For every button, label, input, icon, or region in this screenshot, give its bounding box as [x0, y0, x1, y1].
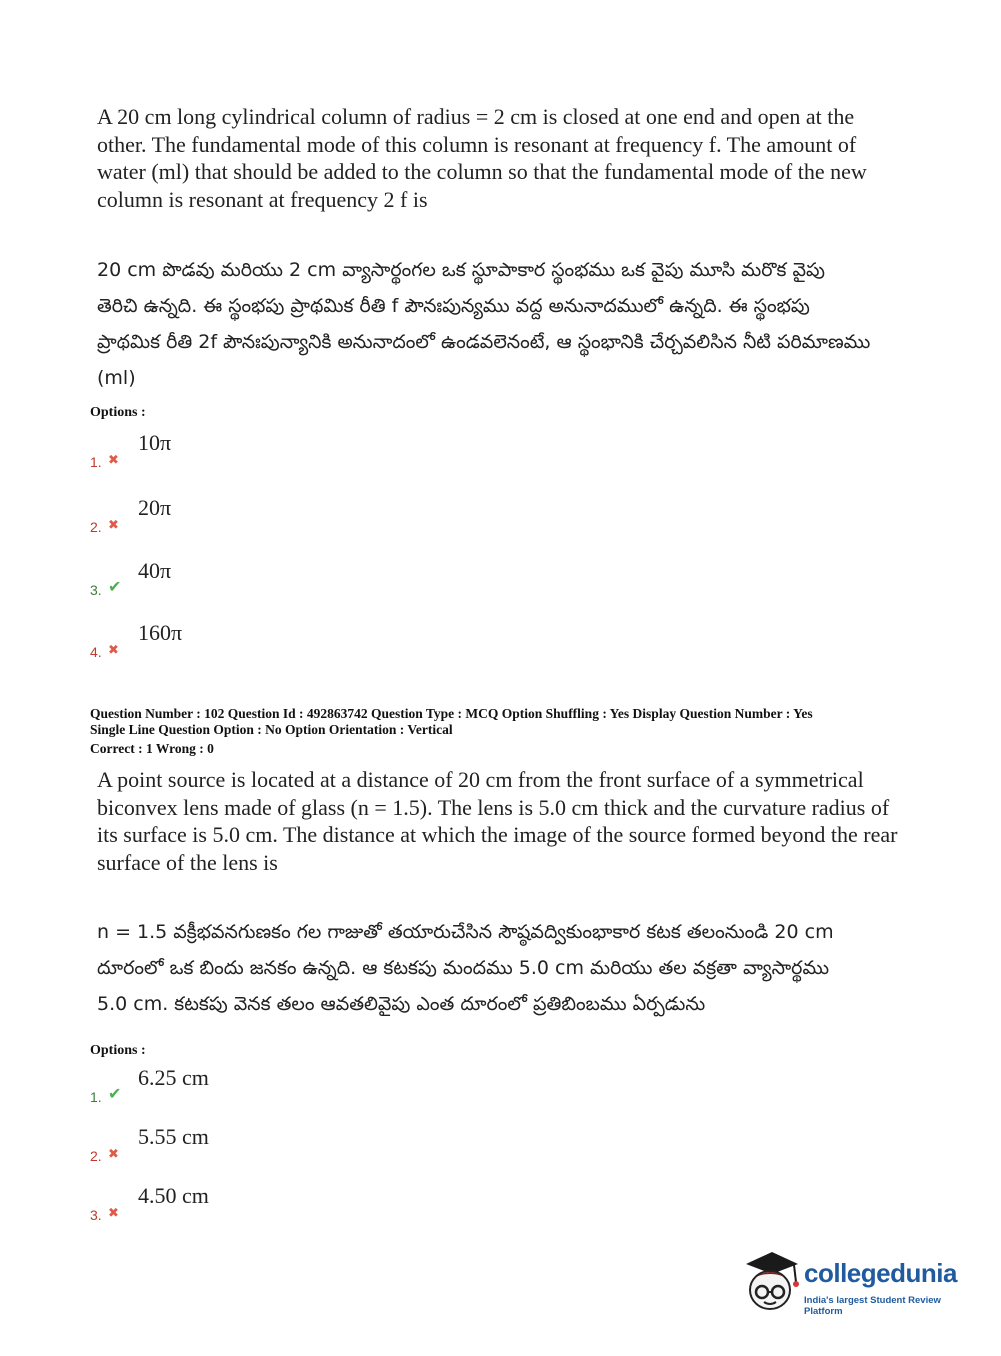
option-value: 20π	[138, 495, 172, 520]
cross-icon: ✖	[108, 643, 119, 658]
q1-options-label: Options :	[90, 405, 146, 420]
q2-meta-line: Correct : 1 Wrong : 0	[90, 741, 214, 756]
q1-english-line: other. The fundamental mode of this column is resonant at frequency f. The amount of	[97, 131, 857, 157]
logo-tagline: India's largest Student Review Platform	[804, 1295, 941, 1317]
q2-option-1[interactable]	[90, 1065, 490, 1105]
q2-english-line: biconvex lens made of glass (n = 1.5). The lens is 5.0 cm thick and the curvature radius of	[97, 794, 890, 820]
q1-telugu-line: (ml)	[97, 367, 136, 389]
option-value: 160π	[138, 620, 183, 645]
option-number: 2.	[90, 519, 102, 535]
logo-name: collegedunia	[804, 1258, 957, 1288]
q2-english-line: its surface is 5.0 cm. The distance at which the image of the source formed beyond the rear	[97, 822, 898, 847]
option-number: 3.	[90, 1207, 102, 1223]
q2-meta-line: Single Line Question Option : No Option Orientation : Vertical	[90, 722, 453, 737]
q2-english-text	[97, 766, 897, 876]
option-value: 4.50 cm	[138, 1183, 209, 1208]
q1-english-text	[97, 103, 867, 213]
q2-meta-line: Question Number : 102 Question Id : 492863742 Question Type : MCQ Option Shuffling : Yes Display Question Number : Yes	[90, 706, 813, 721]
q1-option-4[interactable]	[90, 620, 490, 660]
cross-icon: ✖	[108, 518, 119, 533]
option-number: 4.	[90, 644, 102, 660]
q2-telugu-text	[97, 914, 834, 1022]
option-value: 40π	[138, 558, 172, 583]
q1-telugu-line: ప్రాథమిక రీతి 2f పౌనఃపున్యానికి అనునాదంలో ఉండవలెనంటే, ఆ స్థంభానికి చేర్చవలిసిన నీటి పరిమాణము	[97, 331, 871, 353]
q1-english-line: column is resonant at frequency 2 f is	[97, 186, 428, 212]
option-number: 1.	[90, 454, 102, 470]
option-value: 5.55 cm	[138, 1124, 209, 1149]
q2-telugu-line: n = 1.5 వక్రీభవనగుణకం గల గాజుతో తయారుచేసిన సౌష్ఠవద్వికుంభాకార కటక తలంనుండి 20 cm	[97, 921, 834, 943]
cross-icon: ✖	[108, 453, 119, 468]
q1-telugu-line: తెరిచి ఉన్నది. ఈ స్థంభపు ప్రాథమిక రీతి f పౌనఃపున్యము వద్ద అనునాదములో ఉన్నది. ఈ స్థంభపు	[97, 295, 810, 317]
q2-meta	[90, 706, 813, 757]
q1-english-line: A 20 cm long cylindrical column of radius = 2 cm is closed at one end and open at the	[97, 104, 855, 129]
q2-english-line: A point source is located at a distance of 20 cm from the front surface of a symmetrical	[97, 767, 864, 792]
q1-option-1[interactable]	[90, 430, 490, 470]
option-number: 1.	[90, 1089, 102, 1105]
cross-icon: ✖	[108, 1147, 119, 1162]
option-value: 6.25 cm	[138, 1065, 209, 1090]
q1-option-2[interactable]	[90, 495, 490, 535]
q2-english-line: surface of the lens is	[97, 849, 278, 875]
q2-option-2[interactable]	[90, 1124, 490, 1164]
cross-icon: ✖	[108, 1206, 119, 1221]
collegedunia-logo[interactable]	[742, 1250, 972, 1316]
mascot-icon	[742, 1250, 802, 1316]
option-number: 3.	[90, 582, 102, 598]
q1-telugu-text	[97, 252, 870, 396]
q2-options-label: Options :	[90, 1043, 146, 1058]
q1-english-line: water (ml) that should be added to the column so that the fundamental mode of the new	[97, 159, 867, 184]
q1-telugu-line: 20 cm పొడవు మరియు 2 cm వ్యాసార్థంగల ఒక స్థూపాకార స్థంభము ఒక వైపు మూసి మరొక వైపు	[97, 259, 825, 281]
q2-telugu-line: 5.0 cm. కటకపు వెనక తలం ఆవతలివైపు ఎంత దూరంలో ప్రతిబింబము ఏర్పడును	[97, 993, 706, 1015]
check-icon: ✔	[108, 577, 122, 596]
check-icon: ✔	[108, 1084, 122, 1103]
q1-option-3[interactable]	[90, 558, 490, 598]
q2-telugu-line: దూరంలో ఒక బిందు జనకం ఉన్నది. ఆ కటకపు మందము 5.0 cm మరియు తల వక్రతా వ్యాసార్థము	[97, 957, 830, 979]
option-value: 10π	[138, 430, 172, 455]
option-number: 2.	[90, 1148, 102, 1164]
q2-option-3[interactable]	[90, 1183, 490, 1223]
